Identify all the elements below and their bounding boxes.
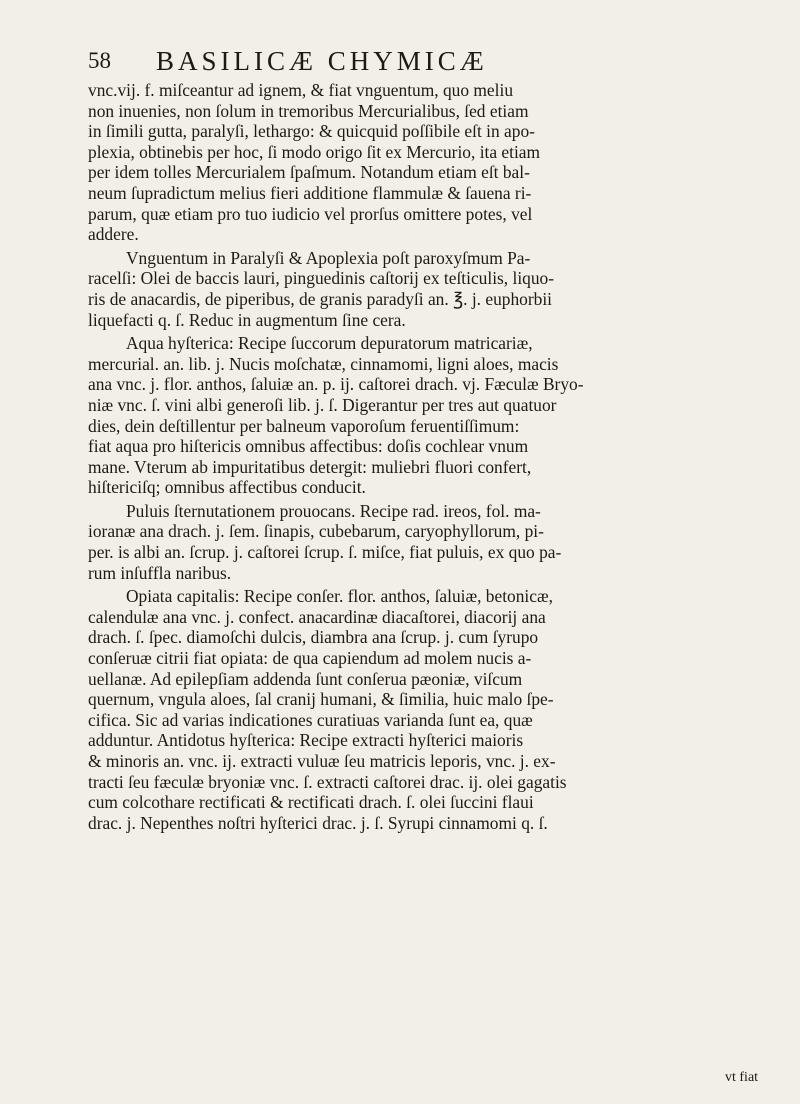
running-title: BASILICÆ CHYMICÆ bbox=[156, 46, 488, 76]
text-line: per idem tolles Mercurialem ſpaſmum. Notandum etiam eſt bal- bbox=[88, 162, 530, 183]
text-line: fiat aqua pro hiſtericis omnibus affectibus: doſis cochlear vnum bbox=[88, 436, 529, 457]
text-line: racelſi: Olei de baccis lauri, pinguedinis caſtorij ex teſticulis, liquo- bbox=[88, 268, 555, 289]
paragraph-start-line: Opiata capitalis: Recipe conſer. flor. anthos, ſaluiæ, betonicæ, bbox=[126, 586, 553, 607]
text-line: mercurial. an. lib. j. Nucis moſchatæ, cinnamomi, ligni aloes, macis bbox=[88, 353, 559, 374]
text-line: & minoris an. vnc. ij. extracti vuluæ ſeu matricis leporis, vnc. j. ex- bbox=[88, 751, 556, 771]
text-line: quernum, vngula aloes, ſal cranij humani, & ſimilia, huic malo ſpe- bbox=[88, 689, 554, 710]
text-line: neum ſupradictum melius fieri additione flammulæ & ſauena ri- bbox=[88, 182, 532, 203]
text-line: dies, dein deſtillentur per balneum vaporoſum feruentiſſimum: bbox=[88, 415, 520, 436]
text-line: cum colcothare rectificati & rectificati drach. ſ. olei ſuccini flaui bbox=[88, 792, 534, 813]
text-line: ioranæ ana drach. j. ſem. ſinapis, cubebarum, caryophyllorum, pi- bbox=[88, 521, 544, 542]
text-line: calendulæ ana vnc. j. confect. anacardinæ diacaſtorei, diacorij ana bbox=[88, 606, 546, 627]
text-line: conſeruæ citrii fiat opiata: de qua capiendum ad molem nucis a- bbox=[88, 648, 532, 669]
text-line: niæ vnc. ſ. vini albi generoſi lib. j. ſ. Digerantur per tres aut quatuor bbox=[88, 394, 557, 415]
text-line: vnc.vij. f. miſceantur ad ignem, & fiat vnguentum, quo meliu bbox=[88, 80, 514, 100]
text-line: drach. ſ. ſpec. diamoſchi dulcis, diambra ana ſcrup. j. cum ſyrupo bbox=[88, 627, 539, 648]
text-line: uellanæ. Ad epilepſiam addenda ſunt conſerua pæoniæ, viſcum bbox=[88, 668, 523, 689]
body-text bbox=[88, 80, 778, 833]
text-line: adduntur. Antidotus hyſterica: Recipe extracti hyſterici maioris bbox=[88, 730, 524, 751]
text-line: in ſimili gutta, paralyſi, lethargo: & quicquid poſſibile eſt in apo- bbox=[88, 121, 535, 142]
text-line: non inuenies, non ſolum in tremoribus Mercurialibus, ſed etiam bbox=[88, 100, 529, 121]
paragraph-start-line: Puluis ſternutationem prouocans. Recipe rad. ireos, fol. ma- bbox=[126, 500, 541, 521]
paragraph-start-line: Aqua hyſterica: Recipe ſuccorum depuratorum matricariæ, bbox=[126, 333, 533, 354]
text-line: rum inſuffla naribus. bbox=[88, 562, 232, 583]
paragraph-start-line: Vnguentum in Paralyſi & Apoplexia poſt paroxyſmum Pa- bbox=[126, 247, 531, 268]
catchword: vt fiat bbox=[725, 1070, 759, 1085]
text-line: tracti ſeu fæculæ bryoniæ vnc. ſ. extracti caſtorei drac. ij. olei gagatis bbox=[88, 771, 567, 792]
text-line: cifica. Sic ad varias indicationes curatiuas varianda ſunt ea, quæ bbox=[88, 709, 533, 730]
text-line: parum, quæ etiam pro tuo iudicio vel prorſus omittere potes, vel bbox=[88, 203, 533, 224]
text-line: hiſtericiſq; omnibus affectibus conducit. bbox=[88, 477, 366, 498]
text-line: per. is albi an. ſcrup. j. caſtorei ſcrup. ſ. miſce, fiat puluis, ex quo pa- bbox=[88, 542, 562, 563]
text-line: drac. j. Nepenthes noſtri hyſterici drac. j. ſ. Syrupi cinnamomi q. ſ. bbox=[88, 812, 548, 833]
text-line: addere. bbox=[88, 224, 139, 245]
page-header bbox=[88, 46, 778, 80]
text-line: ana vnc. j. flor. anthos, ſaluiæ an. p. ij. caſtorei drach. vj. Fæculæ Bryo- bbox=[88, 374, 584, 395]
text-line: mane. Vterum ab impuritatibus detergit: muliebri fluori confert, bbox=[88, 456, 532, 477]
text-line: liquefacti q. ſ. Reduc in augmentum ſine cera. bbox=[88, 309, 406, 330]
page-number: 58 bbox=[88, 48, 111, 73]
text-line: ris de anacardis, de piperibus, de granis paradyſi an. ℥. j. euphorbii bbox=[88, 288, 552, 309]
text-line: plexia, obtinebis per hoc, ſi modo origo ſit ex Mercurio, ita etiam bbox=[88, 141, 541, 162]
